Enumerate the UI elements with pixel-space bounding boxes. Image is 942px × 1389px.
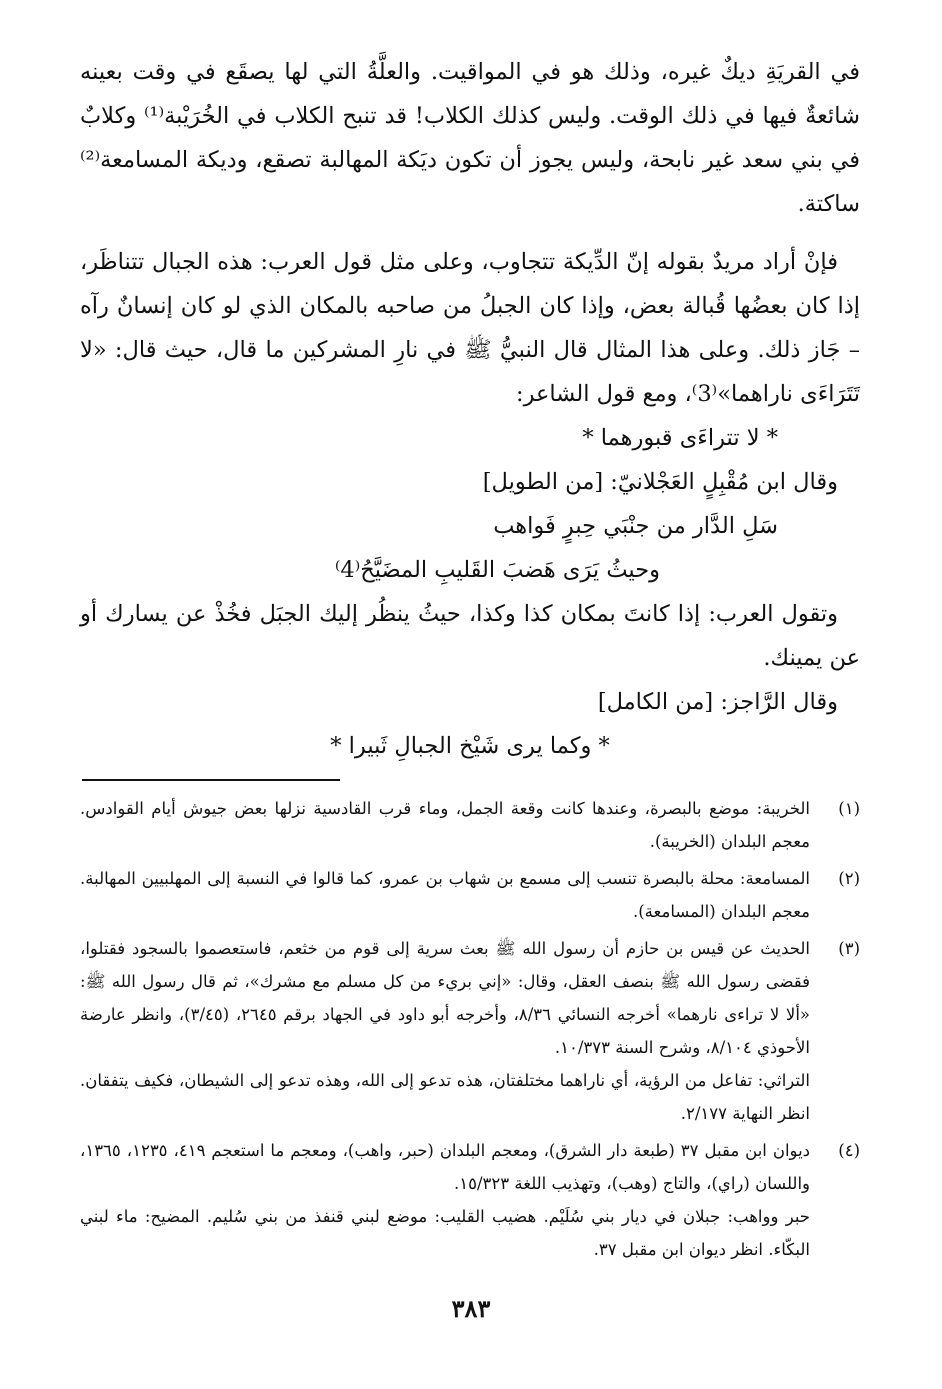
footnote-separator — [82, 779, 340, 781]
footnote-number: (١) — [838, 799, 860, 818]
paragraph-1: في القريَةِ ديكٌ غيره، وذلك هو في المواقيت. والعلَّةُ التي لها يصقَع في وقت بعينه شائعةٌ فيها في ذلك الوقت. وليس كذلك الكلاب! قد تنبح الكلاب في الخُرَيْبة⁽¹⁾ وكلابٌ في بني سعد غير نابحة، وليس يجوز أن تكون ديَكة المهالبة تصقع، وديكة المسامعة⁽²⁾ ساكتة. — [80, 59, 860, 217]
footnote-text: الخريبة: موضع بالبصرة، وعندها كانت وقعة الجمل، وماء قرب القادسية نزلها بعض جيوش أيام القوادس. معجم البلدان (الخريبة). — [80, 799, 810, 851]
footnotes — [80, 792, 860, 1270]
poet-intro-rajiz: وقال الرَّاجز: [من الكامل] — [597, 689, 838, 715]
footnote-4 — [80, 1134, 860, 1266]
poet-intro-ibn-muqbil: وقال ابن مُقْبِلٍ العَجْلانيّ: [من الطويل] — [482, 469, 838, 495]
verse-line-2a: سَلِ الدَّار من جنْبَي حِبرٍ فَواهب — [493, 513, 778, 539]
footnote-text: التراثي: تفاعل من الرؤية، أي ناراهما مختلفتان، هذه تدعو إلى الله، وهذه تدعو إلى الشيطان، فكيف يتفقان. انظر النهاية ٢/١٧٧. — [80, 1071, 810, 1123]
verse-line-2b: وحيثُ يَرَى هَضبَ القَليبِ المضَيَّحُ⁽4⁾ — [334, 557, 660, 583]
footnote-1 — [80, 792, 860, 858]
paragraph-2: فإنْ أراد مريدٌ بقوله إنّ الدِّيكة تتجاوب، وعلى مثل قول العرب: هذه الجبال تتناظَر، إذا كان بعضُها قُبالة بعض، وإذا كان الجبلُ من صاحبه بالمكان الذي لو كان إنسانٌ رآه – جَاز ذلك. وعلى هذا المثال قال النبيُّ ﷺ في نارِ المشركين ما قال، حيث قال: «لا تَتَرَاءَى ناراهما»⁽3⁾، ومع قول الشاعر: — [80, 249, 860, 407]
paragraph-3: وتقول العرب: إذا كانتَ بمكان كذا وكذا، حيثُ ينظُر إليك الجبَل فخُذْ عن يسارك أو عن يمينك. — [80, 601, 860, 671]
footnote-text: المسامعة: محلة بالبصرة تنسب إلى مسمع بن شهاب بن عمرو، كما قالوا في النسبة إلى المهلبيين المهالبة. معجم البلدان (المسامعة). — [80, 869, 810, 921]
footnote-text: الحديث عن قيس بن حازم أن رسول الله ﷺ بعث سرية إلى قوم من خثعم، فاستعصموا بالسجود فقتلوا، فقضى رسول الله ﷺ بنصف العقل، وقال: «إني بريء من كل مسلم مع مشرك»، ثم قال رسول الله ﷺ: «ألا لا تراءى نارهما» أخرجه النسائي ٨/٣٦، وأخرجه أبو داود في الجهاد برقم ٢٦٤٥، (٣/٤٥)، وانظر عارضة الأحوذي ٨/١٠٤، وشرح السنة ١٠/٣٧٣. — [80, 939, 811, 1057]
footnote-number: (٣) — [838, 939, 860, 958]
footnote-2 — [80, 862, 860, 928]
verse-line-3: * وكما يرى شَيْخ الجبالِ ثَبيرا * — [330, 733, 610, 759]
footnote-3 — [80, 932, 860, 1130]
footnote-number: (٤) — [838, 1141, 860, 1160]
verse-line-1: * لا تتراءَى قبورهما * — [582, 425, 778, 451]
footnote-text: حبر وواهب: جبلان في ديار بني سُلَيْم. هضيب القليب: موضع لبني قنفذ من بني سُليم. المضيح: ماء لبني البكّاء. انظر ديوان ابن مقبل ٣٧. — [80, 1207, 810, 1259]
main-text — [80, 50, 860, 768]
footnote-number: (٢) — [838, 869, 860, 888]
footnote-text: ديوان ابن مقبل ٣٧ (طبعة دار الشرق)، ومعجم البلدان (حبر، واهب)، ومعجم ما استعجم ٤١٩، ١٢٣٥، ١٣٦٥، واللسان (راي)، والتاج (وهب)، وتهذيب اللغة ١٥/٣٢٣. — [80, 1141, 811, 1193]
page-number: ٣٨٣ — [451, 1294, 491, 1323]
